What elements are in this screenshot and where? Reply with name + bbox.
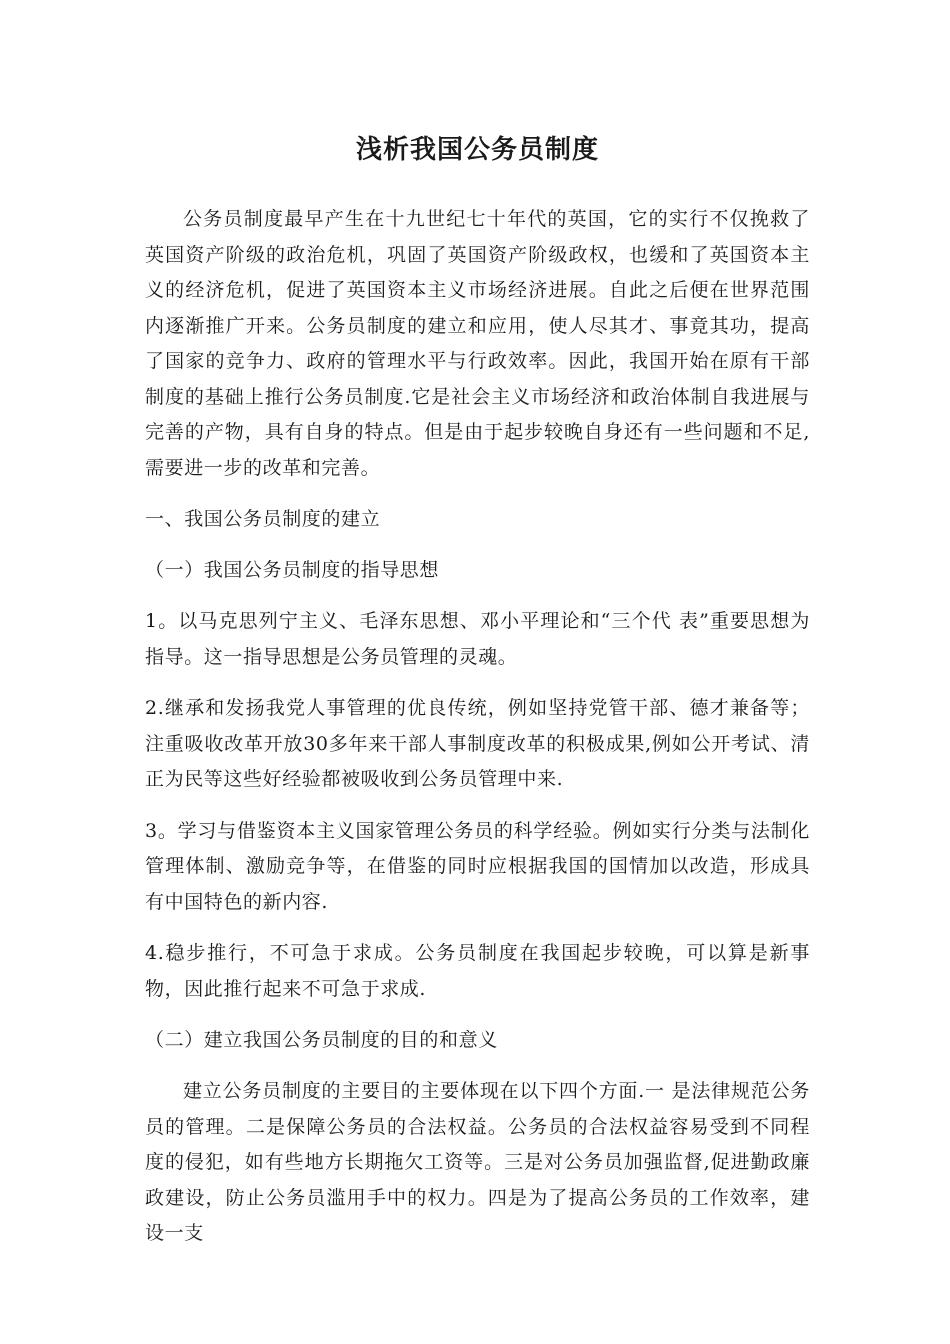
subsection-heading-2: （二）建立我国公务员制度的目的和意义	[145, 1029, 498, 1051]
subsection-heading-1: （一）我国公务员制度的指导思想	[145, 559, 440, 581]
list-item-4: 4.稳步推行，不可急于求成。公务员制度在我国起步较晚，可以算是新事物，因此推行起来不可急于求成.	[145, 942, 810, 1000]
document-title: 浅析我国公务员制度	[355, 135, 599, 165]
list-item-3: 3。学习与借鉴资本主义国家管理公务员的科学经验。例如实行分类与法制化管理体制、激励竞争等，在借鉴的同时应根据我国的国情加以改造，形成具有中国特色的新内容.	[145, 819, 810, 913]
list-item-1: 1。以马克思列宁主义、毛泽东思想、邓小平理论和“三个代 表”重要思想为指导。这一指导思想是公务员管理的灵魂。	[145, 610, 810, 668]
purpose-paragraph: 建立公务员制度的主要目的主要体现在以下四个方面.一 是法律规范公务员的管理。二是保障公务员的合法权益。公务员的合法权益容易受到不同程度的侵犯，如有些地方长期拖欠工资等。三是对公务员加强监督,促进勤政廉政建设，防止公务员滥用手中的权力。四是为了提高公务员的工作效率，建设一支	[145, 1080, 810, 1244]
list-item-2: 2.继承和发扬我党人事管理的优良传统，例如坚持党管干部、德才兼备等；注重吸收改革开放30多年来干部人事制度改革的积极成果,例如公开考试、清正为民等这些好经验都被吸收到公务员管理中来.	[145, 697, 810, 790]
document-page	[145, 130, 810, 1268]
intro-paragraph: 公务员制度最早产生在十九世纪七十年代的英国，它的实行不仅挽救了英国资产阶级的政治危机，巩固了英国资产阶级政权，也缓和了英国资本主义的经济危机，促进了英国资本主义市场经济进展。自此之后便在世界范围内逐渐推广开来。公务员制度的建立和应用，使人尽其才、事竟其功，提高了国家的竞争力、政府的管理水平与行政效率。因此，我国开始在原有干部制度的基础上推行公务员制度.它是社会主义市场经济和政治体制自我进展与完善的产物，具有自身的特点。但是由于起步较晚自身还有一些问题和不足,需要进一步的改革和完善。	[145, 208, 810, 479]
section-heading-1: 一、我国公务员制度的建立	[145, 508, 381, 530]
